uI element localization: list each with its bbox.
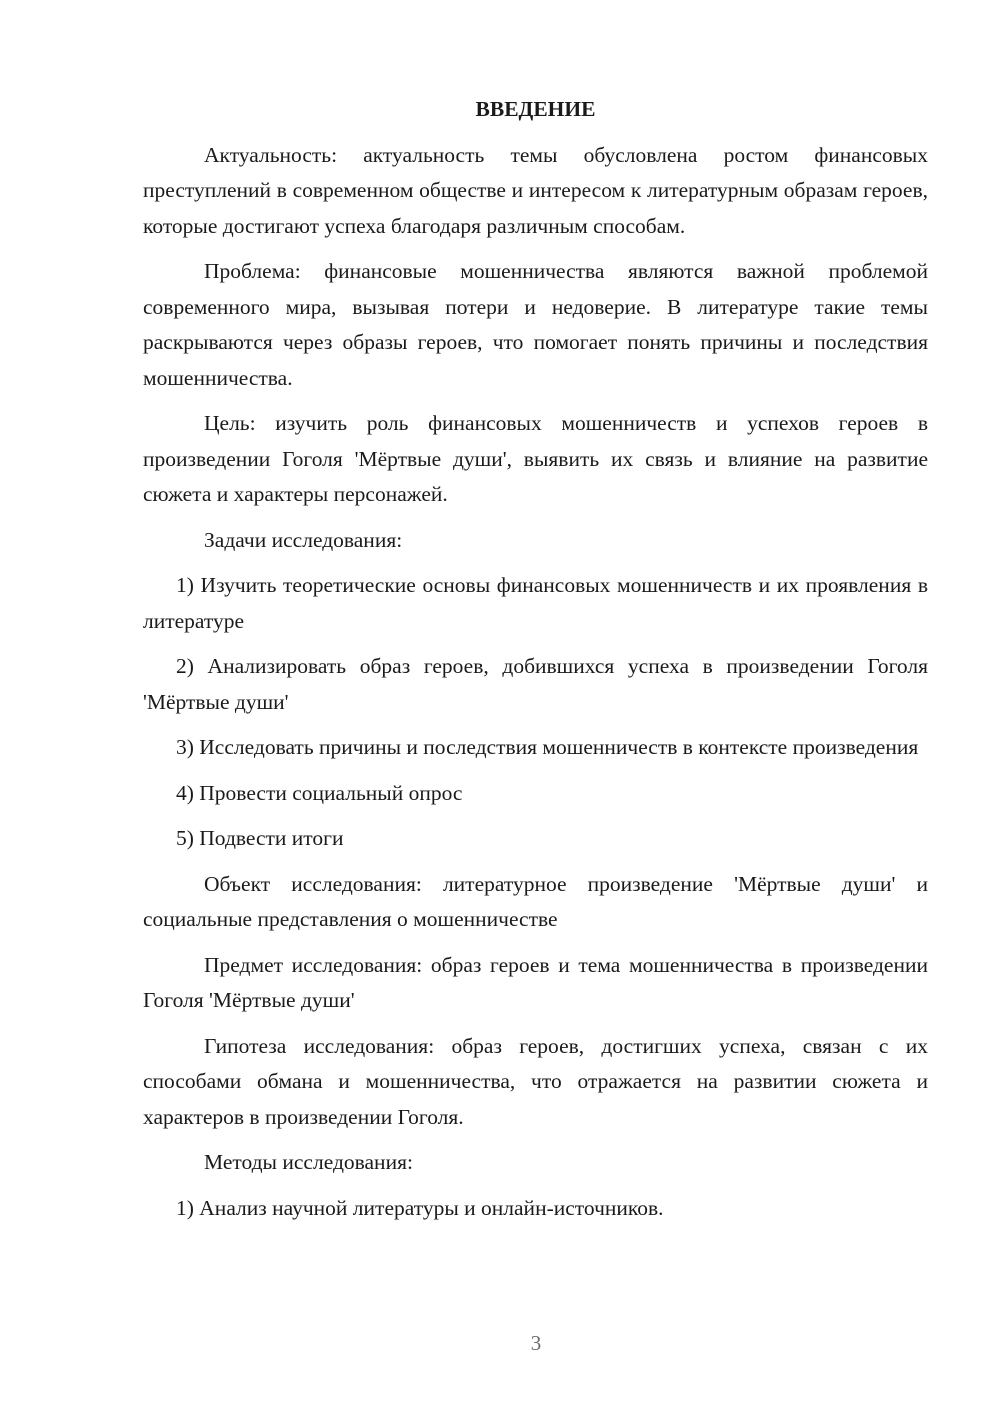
problem-paragraph: Проблема: финансовые мошенничества являются важной проблемой современного мира, вызывая потери и недоверие. В литературе такие темы раскрываются через образы героев, что помогает понять причины и последствия мошенничества. (143, 259, 928, 390)
hypothesis-paragraph: Гипотеза исследования: образ героев, достигших успеха, связан с их способами обмана и мошенничества, что отражается на развитии сюжета и характеров в произведении Гоголя. (143, 1033, 928, 1129)
subject-paragraph: Предмет исследования: образ героев и тема мошенничества в произведении Гоголя 'Мёртвые души' (143, 952, 928, 1012)
methods-heading: Методы исследования: (204, 1150, 413, 1174)
task-item: 4) Провести социальный опрос (176, 780, 463, 805)
task-item: 1) Изучить теоретические основы финансовых мошенничеств и их проявления в литературе (143, 573, 928, 633)
document-page (143, 92, 928, 1236)
tasks-heading: Задачи исследования: (204, 527, 403, 552)
method-item: 1) Анализ научной литературы и онлайн-источников. (176, 1195, 664, 1220)
page-number: 3 (530, 1331, 542, 1355)
section-heading: ВВЕДЕНИЕ (475, 97, 596, 121)
goal-paragraph: Цель: изучить роль финансовых мошенничеств и успехов героев в произведении Гоголя 'Мёртвые души', выявить их связь и влияние на развитие сюжета и характеры персонажей. (143, 411, 928, 506)
task-item: 3) Исследовать причины и последствия мошенничеств в контексте произведения (176, 735, 919, 759)
task-item: 5) Подвести итоги (176, 826, 344, 850)
object-paragraph: Объект исследования: литературное произведение 'Мёртвые души' и социальные представления о мошенничестве (143, 871, 928, 931)
task-item: 2) Анализировать образ героев, добившихся успеха в произведении Гоголя 'Мёртвые души' (143, 654, 928, 714)
relevance-paragraph: Актуальность: актуальность темы обусловлена ростом финансовых преступлений в современном обществе и интересом к литературным образам героев, которые достигают успеха благодаря различным способам. (143, 142, 928, 238)
